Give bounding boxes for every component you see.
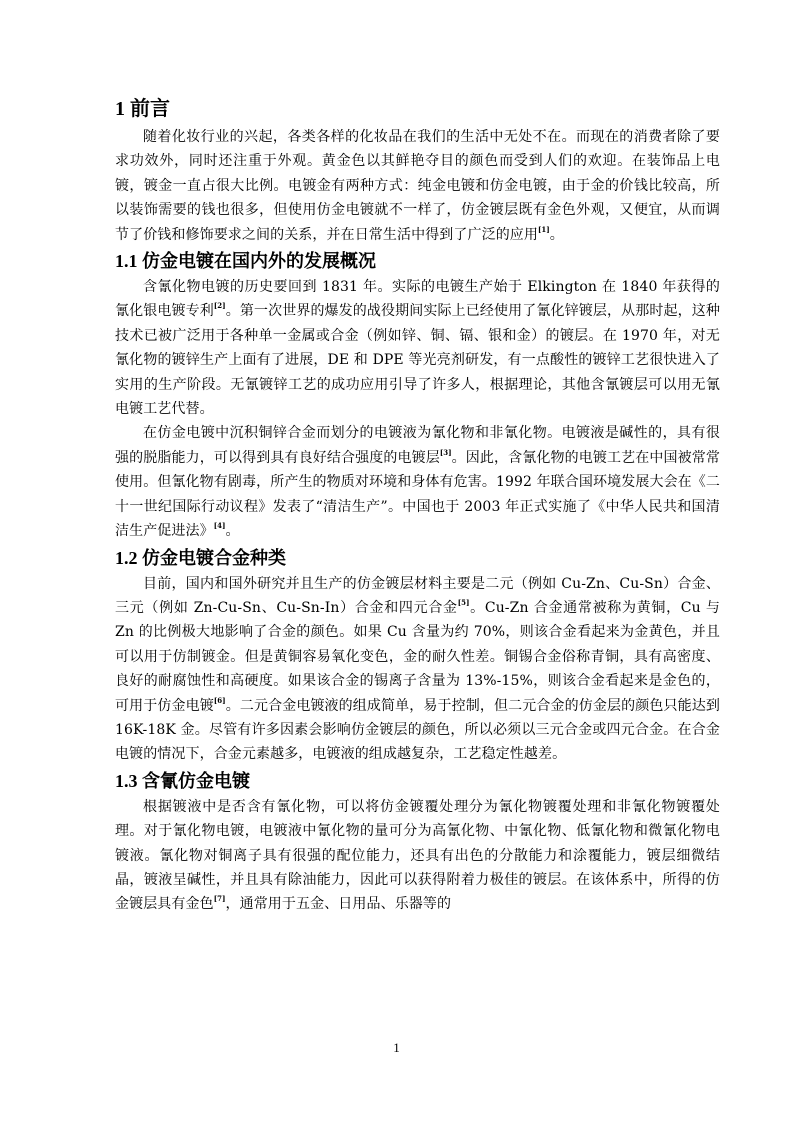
page-number: 1 [393,1040,400,1055]
paragraph-text: 在仿金电镀中沉积铜锌合金而划分的电镀液为氰化物和非氰化物。电镀液是碱性的，具有很强的脱脂能力，可以得到具有良好结合强度的电镀层 [115,425,720,466]
citation-ref: [4] [213,521,226,531]
citation-ref: [6] [213,695,226,705]
paragraph-text: 。Cu-Zn 合金通常被称为黄铜，Cu 与 Zn 的比例极大地影响了合金的颜色。如果 Cu 含量为约 70%，则该合金看起来为金黄色，并且可以用于仿制镀金。但是黄铜容易氧化变色，金的耐久性差。铜锡合金俗称青铜，具有高密度、良好的耐腐蚀性和高硬度。如果该合金的锡离子含量为 13%-15%，则该合金看起来是金色的，可用于仿金电镀 [115,599,720,714]
paragraph-text: 。二元合金电镀液的组成简单，易于控制，但二元合金的仿金层的颜色只能达到 16K-18K 金。尽管有许多因素会影响仿金镀层的颜色，所以必须以三元合金或四元合金。在合金电镀的情况下，合金元素越多，电镀液的组成越复杂，工艺稳定性越差。 [115,697,721,763]
section-heading-1-2: 1.2 仿金电镀合金种类 [115,547,286,568]
paragraph-text: 。因此，含氰化物的电镀工艺在中国被常常使用。但氰化物有剧毒，所产生的物质对环境和身体有危害。1992 年联合国环境发展大会在《二十一世纪国际行动议程》发表了“清洁生产”。中国也于 2003 年正式实施了《中华人民共和国清洁生产促进法》 [115,449,720,540]
paragraph-text: 。 [549,226,564,243]
paragraph-text: 含氰化物电镀的历史要回到 1831 年。实际的电镀生产始于 Elkington 在 1840 年获得的氰化银电镀专利 [115,279,720,320]
paragraph-text: 随着化妆行业的兴起，各类各样的化妆品在我们的生活中无处不在。而现在的消费者除了要求功效外，同时还注重于外观。黄金色以其鲜艳夺目的颜色而受到人们的欢迎。在装饰品上电镀，镀金一直占很大比例。电镀金有两种方式：纯金电镀和仿金电镀，由于金的价钱比较高，所以装饰需要的钱也很多，但使用仿金电镀就不一样了，仿金镀层既有金色外观，又便宜，从而调节了价钱和修饰要求之间的关系，并在日常生活中得到了广泛的应用 [115,129,720,243]
section-heading-1: 1 前言 [115,98,170,120]
paragraph-text: 。第一次世界的爆发的战役期间实际上已经使用了氰化锌镀层，从那时起，这种技术已被广泛用于各种单一金属或合金（例如锌、铜、镉、银和金）的镀层。在 1970 年，对无氰化物的镀锌生产上面有了进展，DE 和 DPE 等光亮剂研发，有一点酸性的镀锌工艺很快进入了实用的生产阶段。无氰镀锌工艺的成功应用引导了许多人，根据理论，其他含氰镀层可以用无氰电镀工艺代替。 [115,303,721,418]
citation-ref: [5] [457,597,470,607]
paragraph-text: ，通常用于五金、日用品、乐器等的 [225,896,452,913]
paragraph-text: 。 [225,523,240,540]
paragraph [115,125,720,247]
paragraph [115,421,720,543]
document-body [115,95,720,917]
section-heading-1-1: 1.1 仿金电镀在国内外的发展概况 [115,251,376,272]
section-heading-1-3: 1.3 含氰仿金电镀 [115,770,250,791]
citation-ref: [1] [538,224,550,234]
paragraph [115,795,720,917]
citation-ref: [7] [213,894,226,904]
paragraph-text: 目前，国内和国外研究并且生产的仿金镀层材料主要是二元（例如 Cu-Zn、Cu-Sn）合金、三元（例如 Zn-Cu-Sn、Cu-Sn-In）合金和四元合金 [115,575,720,616]
citation-ref: [3] [439,447,452,457]
paragraph [115,275,720,421]
paragraph-text: 根据镀液中是否含有氰化物，可以将仿金镀覆处理分为氰化物镀覆处理和非氰化物镀覆处理。对于氰化物电镀，电镀液中氰化物的量可分为高氰化物、中氰化物、低氰化物和微氰化物电镀液。氰化物对铜离子具有很强的配位能力，还具有出色的分散能力和涂覆能力，镀层细微结晶，镀液呈碱性，并且具有除油能力，因此可以获得附着力极佳的镀层。在该体系中，所得的仿金镀层具有金色 [115,798,720,913]
citation-ref: [2] [213,301,226,311]
paragraph [115,572,720,767]
